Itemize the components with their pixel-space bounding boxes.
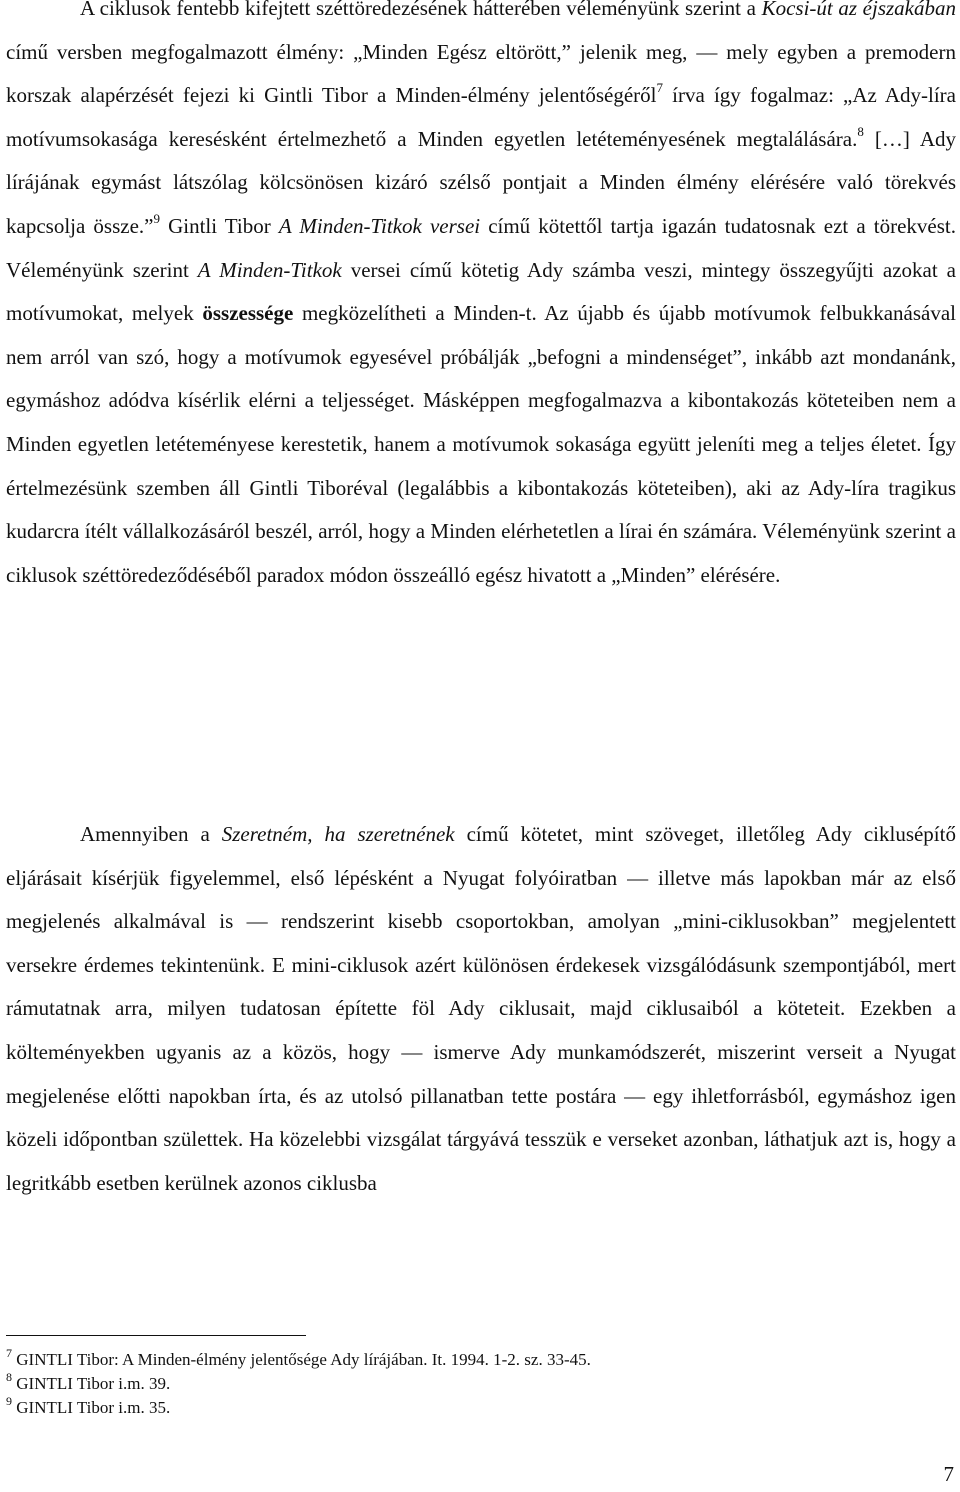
- paragraph-2: [6, 813, 956, 1205]
- footnote-separator: [6, 1335, 306, 1336]
- text-run: írva így fogalmaz: „Az Ady-líra motívumsokasága keresésként értelmezhető a Minden egyetlen letéteményesének megtalálására.: [6, 83, 956, 151]
- text-run: című versben megfogalmazott élmény: „Minden Egész eltörött,” jelenik meg, — mely egyben a premodern korszak alapérzését fejezi ki Gintli Tibor a Minden-élmény jelentőségéről: [6, 39, 956, 108]
- footnote-ref-9: 9: [153, 210, 160, 226]
- footnotes: [6, 1348, 906, 1420]
- text-run: Amennyiben a: [80, 822, 222, 846]
- footnote-number: 9: [6, 1394, 12, 1409]
- emphasized-word: összessége: [202, 301, 294, 326]
- book-title: A Minden-Titkok versei: [278, 213, 481, 238]
- footnote-ref-8: 8: [857, 123, 864, 139]
- footnote-8: [6, 1372, 906, 1396]
- footnote-number: 8: [6, 1370, 12, 1385]
- text-run: című kötettől tartja igazán tudatosnak ezt a törekvést. Véleményünk szerint: [6, 213, 956, 282]
- paragraph-1: [6, 0, 956, 597]
- text-run: Gintli Tibor: [159, 213, 279, 238]
- page-number: 7: [943, 1462, 954, 1486]
- footnote-text: GINTLI Tibor: A Minden-élmény jelentősége Ady lírájában. It. 1994. 1-2. sz. 33-45.: [12, 1350, 591, 1369]
- footnote-number: 7: [6, 1346, 12, 1361]
- footnote-7: [6, 1348, 906, 1372]
- footnote-text: GINTLI Tibor i.m. 39.: [12, 1374, 171, 1393]
- text-run: […] Ady lírájának egymást látszólag kölcsönösen kizáró szélső pontjait a Minden élmény elérésére való törekvés kapcsolja össze.”: [6, 126, 957, 238]
- book-title: A Minden-Titkok: [197, 257, 342, 282]
- poem-title: Kocsi-út az éjszakában: [761, 0, 956, 20]
- footnote-9: [6, 1396, 906, 1420]
- text-run: című kötetet, mint szöveget, illetőleg Ady ciklusépítő eljárásait kísérjük figyelemmel, első lépésként a Nyugat folyóiratban — illetve más lapokban már az első megjelenés alkalmával is — rendszerint kisebb csoportokban, amolyan „mini-ciklusokban” megjelentett versekre érdemes tekintenünk. E mini-ciklusok azért különösen érdekesek vizsgálódásunk szempontjából, mert rámutatnak arra, milyen tudatosan építette föl Ady ciklusait, majd ciklusaiból a köteteit. Ezekben a költeményekben ugyanis az a közös, hogy — ismerve Ady munkamódszerét, miszerint verseit a Nyugat megjelenése előtti napokban írta, és az utolsó pillanatban tette postára — egy ihletforrásból, egymáshoz igen közeli időpontban születtek. Ha közelebbi vizsgálat tárgyává tesszük e verseket azonban, láthatjuk azt is, hogy a legritkább esetben kerülnek azonos ciklusba: [6, 822, 956, 1195]
- book-title: Szeretném, ha szeretnének: [221, 822, 455, 846]
- text-run: megközelítheti a Minden-t. Az újabb és újabb motívumok felbukkanásával nem arról van szó, hogy a motívumok egyesével próbálják „befogni a mindenséget”, inkább azt mondanánk, egymáshoz adódva kísérlik elérni a teljességet. Másképpen megfogalmazva a kibontakozás köteteiben nem a Minden egyetlen letéteményese kerestetik, hanem a motívumok sokasága együtt jeleníti meg a teljes életet. Így értelmezésünk szemben áll Gintli Tiboréval (legalábbis a kibontakozás köteteiben), aki az Ady-líra tragikus kudarcra ítélt vállalkozásáról beszél, arról, hogy a Minden elérhetetlen a lírai én számára. Véleményünk szerint a ciklusok széttöredeződéséből paradox módon összeálló egész hivatott a „Minden” elérésére.: [6, 301, 956, 587]
- footnote-ref-7: 7: [656, 80, 664, 96]
- text-run: A ciklusok fentebb kifejtett széttöredezésének hátterében véleményünk szerint a: [80, 0, 762, 20]
- text-run: versei című kötetig Ady számba veszi, mintegy összegyűjti azokat a motívumokat, melyek: [6, 257, 957, 326]
- footnote-text: GINTLI Tibor i.m. 35.: [12, 1398, 171, 1417]
